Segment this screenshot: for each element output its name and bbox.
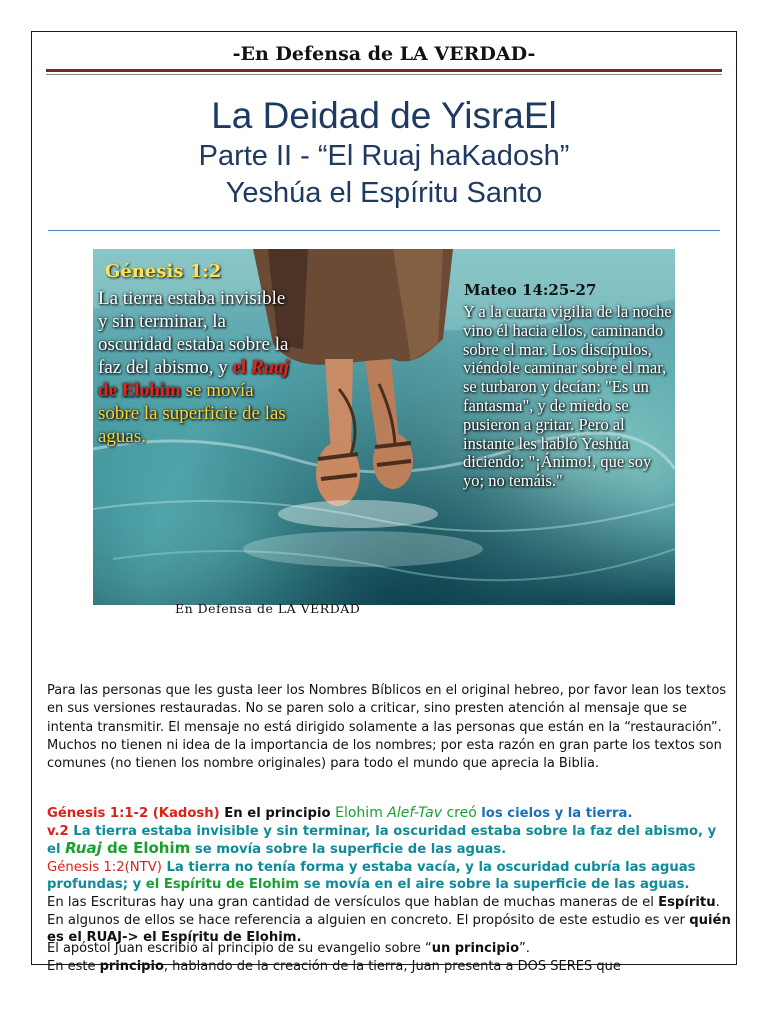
cover-image xyxy=(93,249,675,616)
header-rule-thick xyxy=(46,69,722,72)
verses-paragraph: Génesis 1:1-2 (Kadosh) En el principio Elohim Alef-Tav creó los cielos y la tierra. v.2 La tierra estaba invisible y sin terminar, la oscuridad estaba sobre la faz del abismo, y el Ruaj de Elohim se movía sobre la superficie de las aguas. Génesis 1:2(NTV) La tierra no tenía forma y estaba vacía, y la oscuridad cubría las aguas profundas; y el Espíritu de Elohim se movía en el aire sobre la superficie de las aguas. En las Escrituras hay una gran cantidad de versículos que hablan de muchas maneras de el Espíritu. En algunos de ellos se hace referencia a alguien en concreto. El propósito de este estudio es ver quién es el RUAJ-> el Espíritu de Elohim. xyxy=(47,805,731,946)
genesis-quote-red: el Ruaj de Elohim xyxy=(98,357,290,401)
page-subtitle: Yeshúa el Espíritu Santo xyxy=(225,177,543,209)
title-block xyxy=(32,94,736,212)
image-watermark: En Defensa de LA VERDAD xyxy=(175,601,361,616)
mateo-reference: Mateo 14:25-27 xyxy=(464,281,597,299)
page-title-part: Parte II - “El Ruaj haKadosh” xyxy=(198,140,570,172)
juan-paragraph: El apóstol Juan escribió al principio de su evangelio sobre “un principio”. En este principio, hablando de la creación de la tierra, Juan presenta a DOS SERES que xyxy=(47,941,621,975)
genesis-quote-text: La tierra estaba invisible y sin terminar, la oscuridad estaba sobre la faz del abismo, y xyxy=(98,288,289,378)
page-title: La Deidad de YisraEl xyxy=(211,95,557,136)
intro-paragraph: Para las personas que les gusta leer los Nombres Bíblicos en el original hebreo, por favor lean los textos en sus versiones restauradas. No se paren solo a criticar, sino presten atención al mensaje que se intenta transmitir. El mensaje no está dirigido solamente a las personas que están en la “restauración”. Muchos no tienen ni idea de la importancia de los nombres; por esta razón en gran parte los textos son comunes (no tienen los nombre originales) para todo el mundo que aprecia la Biblia. xyxy=(47,683,727,772)
genesis-quote-yellow: se movía sobre la superficie de las aguas. xyxy=(98,380,286,447)
header-rule-thin xyxy=(46,74,722,75)
page-frame xyxy=(31,31,737,975)
title-divider xyxy=(48,230,720,231)
mateo-quote: Y a la cuarta vigilia de la noche vino él hacia ellos, caminando sobre el mar. Los discípulos, viéndole caminar sobre el mar, se turbaron y decían: "Es un fantasma", y de miedo se pusieron a gritar. Pero al instante les habló Yeshúa diciendo: "¡Ánimo!, que soy yo; no temáis." xyxy=(463,302,672,491)
genesis-quote xyxy=(98,287,298,448)
header-banner: -En Defensa de LA VERDAD- xyxy=(232,43,536,65)
genesis-reference: Génesis 1:2 xyxy=(105,261,222,282)
